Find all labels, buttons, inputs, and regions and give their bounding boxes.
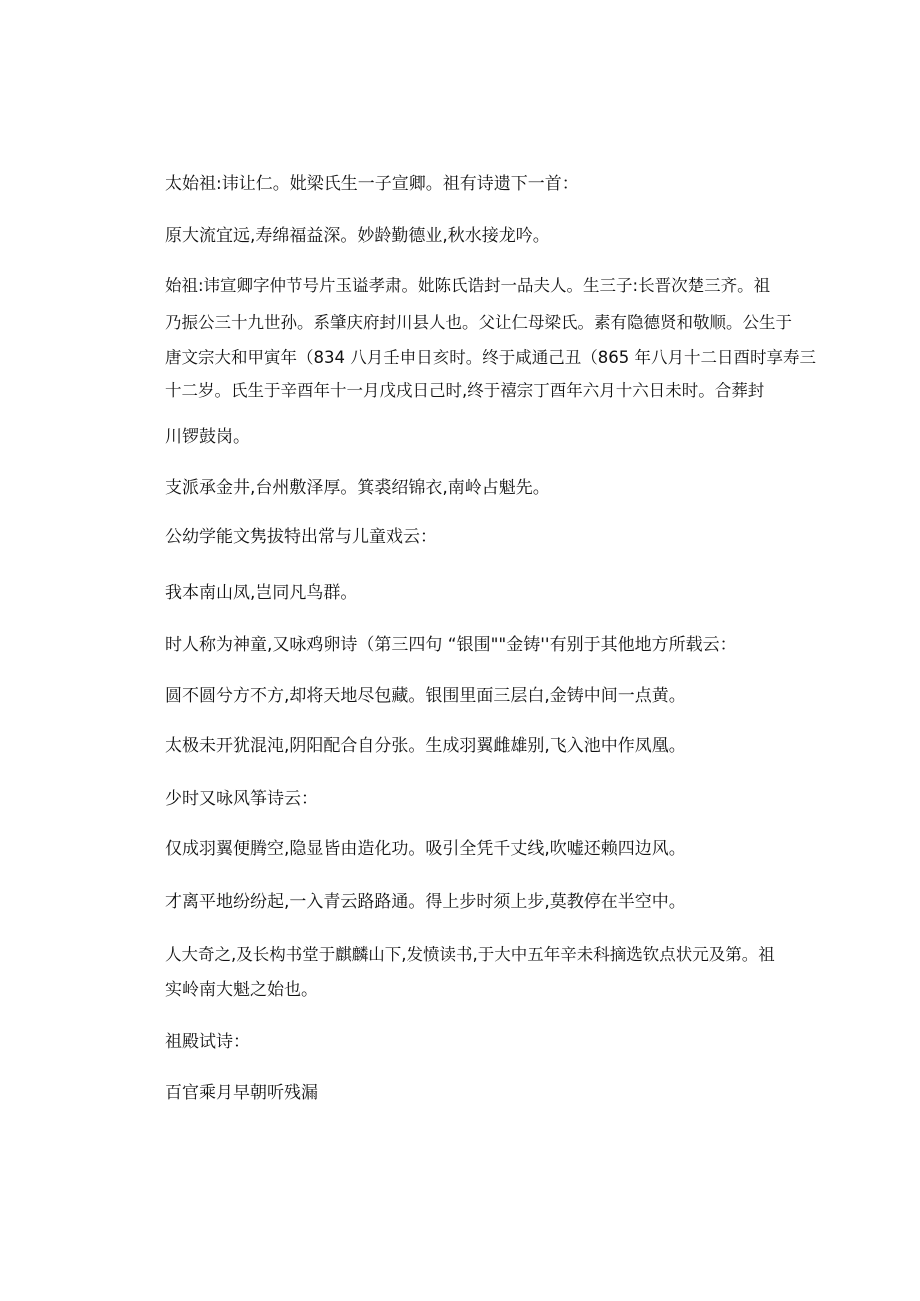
paragraph-egg-poem-intro: 时人称为神童,又咏鸡卵诗（第三四句 “银围""金铸''有别于其他地方所载云： [165,635,737,655]
paragraph-exam-poem-heading: 祖殿试诗： [165,1032,250,1052]
paragraph-kite-poem-intro: 少时又咏风筝诗云： [165,789,318,809]
poem-exam-line-1: 百官乘月早朝听残漏 [165,1083,318,1103]
poem-kite-line-1: 仅成羽翼便腾空,隐显皆由造化功。吸引全凭千丈线,吹嘘还赖四边风。 [165,839,686,859]
poem-line-phoenix: 我本南山凤,岂同凡鸟群。 [165,583,358,603]
paragraph-first-ancestor-line-4: 十二岁。氏生于辛酉年十一月戊戌日己时,终于禧宗丁酉年六月十六日未时。合葬封 [165,381,765,400]
paragraph-childhood: 公幼学能文隽拔特出常与儿童戏云： [165,527,437,547]
poem-line-legacy: 原大流宜远,寿绵福益深。妙龄勤德业,秋水接龙吟。 [165,226,550,246]
paragraph-first-ancestor-line-1: 始祖:讳宣卿字仲节号片玉谥孝肃。妣陈氏诰封一品夫人。生三子:长晋次楚三齐。祖 [165,276,771,295]
paragraph-scholar-line-1: 人大奇之,及长构书堂于麒麟山下,发愤读书,于大中五年辛未科摘选钦点状元及第。祖 [165,945,775,964]
paragraph-great-first-ancestor: 太始祖:讳让仁。妣梁氏生一子宣卿。祖有诗遗下一首： [165,174,579,194]
paragraph-scholar-line-2: 实岭南大魁之始也。 [165,980,318,1000]
paragraph-first-ancestor-line-2: 乃振公三十九世孙。系肇庆府封川县人也。父让仁母梁氏。素有隐德贤和敬顺。公生于 [165,313,792,332]
poem-egg-line-2: 太极未开犹混沌,阴阳配合自分张。生成羽翼雌雄别,飞入池中作凤凰。 [165,736,686,756]
poem-kite-line-2: 才离平地纷纷起,一入青云路路通。得上步时须上步,莫教停在半空中。 [165,892,686,912]
paragraph-first-ancestor-line-3: 唐文宗大和甲寅年（834 八月壬申日亥时。终于咸通己丑（865 年八月十二日酉时享寿三 [165,348,816,367]
poem-line-branch: 支派承金井,台州敷泽厚。箕裘绍锦衣,南岭占魁先。 [165,478,550,498]
paragraph-first-ancestor-line-5: 川锣鼓岗。 [165,427,250,447]
poem-egg-line-1: 圆不圆兮方不方,却将天地尽包藏。银围里面三层白,金铸中间一点黄。 [165,686,686,706]
